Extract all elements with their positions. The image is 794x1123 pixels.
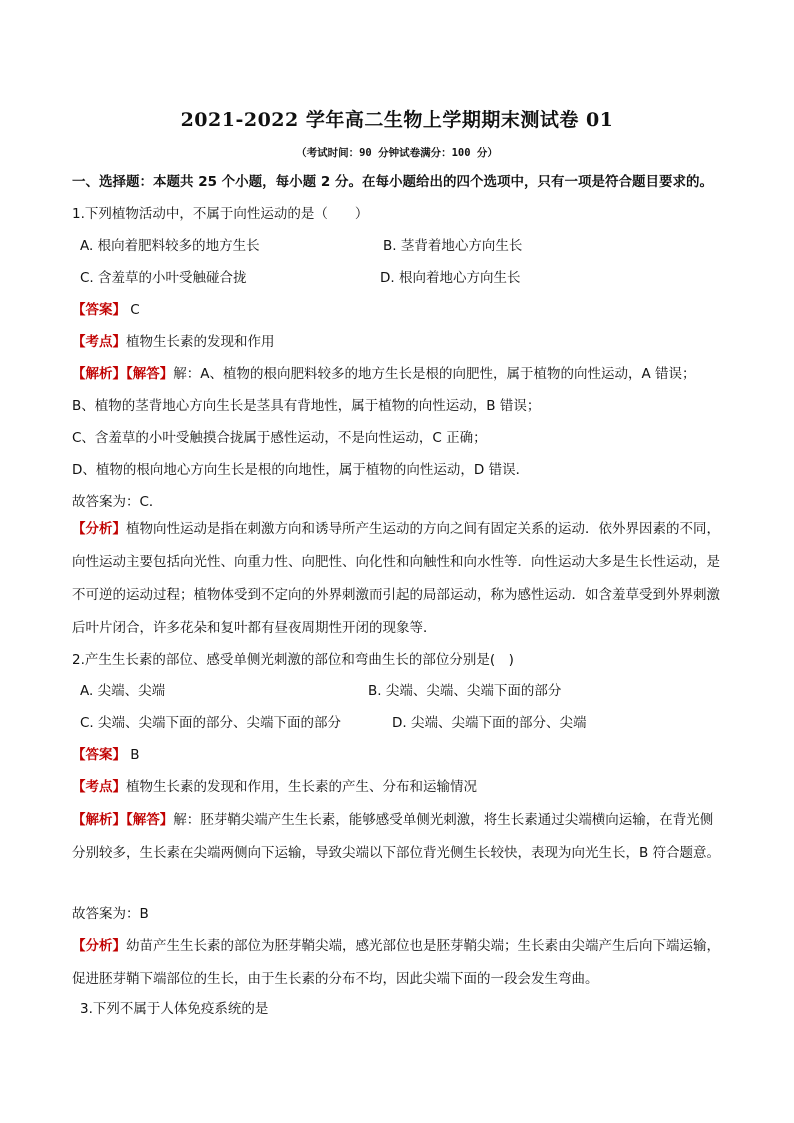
q2-option-c: C. 尖端、尖端下面的部分、尖端下面的部分 bbox=[80, 715, 342, 731]
q1-stem: 1.下列植物活动中，不属于向性运动的是（ ） bbox=[72, 206, 369, 222]
q1-fenxi bbox=[72, 513, 724, 645]
q2-stem: 2.产生生长素的部位、感受单侧光刺激的部位和弯曲生长的部位分别是( ) bbox=[72, 652, 514, 668]
q2-answer bbox=[72, 745, 732, 765]
fenxi-text: 植物向性运动是指在刺激方向和诱导所产生运动的方向之间有固定关系的运动．依外界因素的不同，向性运动主要包括向光性、向重力性、向肥性、向化性和向触性和向水性等．向性运动大多是生长性运动，是不可逆的运动过程；植物体受到不定向的外界刺激而引起的局部运动，称为感性运动．如含羞草受到外界刺激后叶片闭合，许多花朵和复叶都有昼夜周期性开闭的现象等． bbox=[72, 521, 720, 636]
jiexi-text: 解：胚芽鞘尖端产生生长素，能够感受单侧光刺激，将生长素通过尖端横向运输，在背光侧分别较多，生长素在尖端两侧向下运输，导致尖端以下部位背光侧生长较快，表现为向光生长，B 符合题意。 bbox=[72, 812, 721, 861]
q1-option-b: B. 茎背着地心方向生长 bbox=[383, 238, 523, 254]
answer-value: B bbox=[126, 747, 140, 763]
kaodian-text: 植物生长素的发现和作用，生长素的产生、分布和运输情况 bbox=[126, 779, 477, 795]
q2-option-a: A. 尖端、尖端 bbox=[80, 683, 166, 699]
q2-fenxi bbox=[72, 930, 724, 996]
q2-option-d: D. 尖端、尖端下面的部分、尖端 bbox=[392, 715, 587, 731]
q1-kaodian bbox=[72, 332, 732, 352]
jiexi-text: 解：A、植物的根向肥料较多的地方生长是根的向肥性，属于植物的向性运动，A 错误； bbox=[173, 366, 696, 382]
kaodian-tag: 【考点】 bbox=[72, 779, 126, 795]
jiexi-tag: 【解析】【解答】 bbox=[72, 366, 174, 382]
exam-info: （考试时间：90 分钟试卷满分：100 分） bbox=[296, 147, 498, 159]
fenxi-text: 幼苗产生生长素的部位为胚芽鞘尖端，感光部位也是胚芽鞘尖端；生长素由尖端产生后向下端运输，促进胚芽鞘下端部位的生长，由于生长素的分布不均，因此尖端下面的一段会发生弯曲。 bbox=[72, 938, 720, 987]
q1-jiexi-line1 bbox=[72, 364, 732, 384]
q2-jiexi bbox=[72, 804, 724, 870]
q1-jiexi-line2: B、植物的茎背地心方向生长是茎具有背地性，属于植物的向性运动，B 错误； bbox=[72, 398, 541, 414]
q1-jiexi-line4: D、植物的根向地心方向生长是根的向地性，属于植物的向性运动，D 错误． bbox=[72, 462, 530, 478]
answer-tag: 【答案】 bbox=[72, 747, 126, 763]
q2-final-answer: 故答案为：B bbox=[72, 906, 149, 922]
q1-final-answer: 故答案为：C． bbox=[72, 494, 163, 510]
q2-kaodian bbox=[72, 777, 732, 797]
kaodian-text: 植物生长素的发现和作用 bbox=[126, 334, 275, 350]
fenxi-tag: 【分析】 bbox=[72, 938, 126, 954]
answer-tag: 【答案】 bbox=[72, 302, 126, 318]
q2-option-b: B. 尖端、尖端、尖端下面的部分 bbox=[368, 683, 562, 699]
page-title: 2021-2022 学年高二生物上学期期末测试卷 01 bbox=[180, 109, 614, 131]
section-header: 一、选择题：本题共 25 个小题，每小题 2 分。在每小题给出的四个选项中，只有一项是符合题目要求的。 bbox=[72, 174, 713, 190]
kaodian-tag: 【考点】 bbox=[72, 334, 126, 350]
answer-value: C bbox=[126, 302, 140, 318]
jiexi-tag: 【解析】【解答】 bbox=[72, 812, 174, 828]
q1-option-a: A. 根向着肥料较多的地方生长 bbox=[80, 238, 260, 254]
q1-jiexi-line3: C、含羞草的小叶受触摸合拢属于感性运动，不是向性运动，C 正确； bbox=[72, 430, 487, 446]
q1-option-d: D. 根向着地心方向生长 bbox=[380, 270, 521, 286]
q1-answer bbox=[72, 300, 732, 320]
q3-stem: 3.下列不属于人体免疫系统的是 bbox=[80, 1001, 269, 1017]
q1-option-c: C. 含羞草的小叶受触碰合拢 bbox=[80, 270, 247, 286]
fenxi-tag: 【分析】 bbox=[72, 521, 126, 537]
